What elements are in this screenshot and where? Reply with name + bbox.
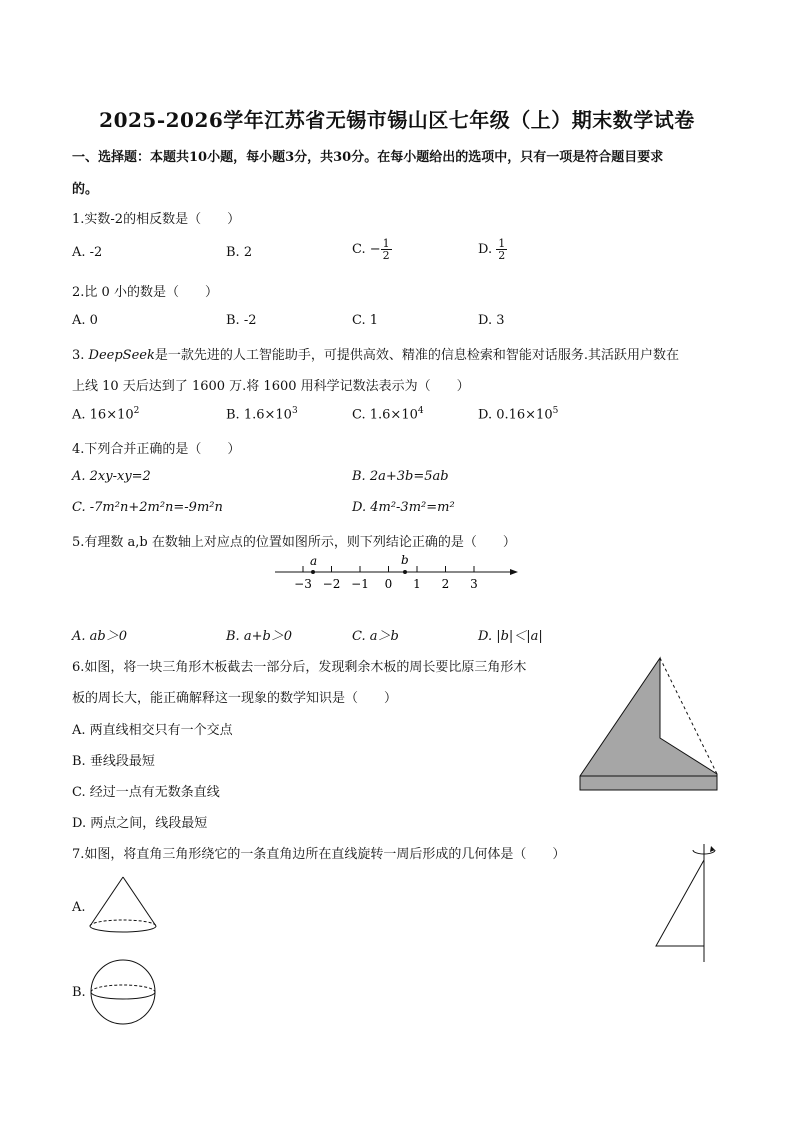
q2-option-a: A. 0 [72, 313, 98, 328]
q7-option-b-label: B. [72, 985, 86, 1000]
page-title: 2025-2026学年江苏省无锡市锡山区七年级（上）期末数学试卷 [99, 108, 695, 132]
tick-label: 2 [441, 577, 450, 591]
q4-option-a: A. 2xy-xy=2 [72, 469, 151, 484]
q3-option-a: A. $16\times 10^2$ [72, 406, 140, 423]
sphere-figure [86, 958, 160, 1028]
tick-label: −3 [294, 577, 312, 591]
q5-option-b: B. a+b＞0 [226, 629, 293, 644]
q6-option-c: C. 经过一点有无数条直线 [72, 785, 220, 800]
q3-option-c: C. $1.6\times 10^4$ [352, 406, 424, 423]
q6-option-b: B. 垂线段最短 [72, 754, 155, 769]
q7-option-a-label: A. [72, 900, 86, 915]
point-a [311, 570, 315, 574]
tick-label: 3 [470, 577, 478, 591]
q2-option-d: D. 3 [478, 313, 505, 328]
q7-stem: 7.如图，将直角三角形绕它的一条直角边所在直线旋转一周后形成的几何体是（ ） [72, 847, 566, 862]
q4-option-b: B. 2a+3b=5ab [352, 469, 449, 484]
tick-label: −2 [322, 577, 341, 591]
q1-stem: 1.实数-2的相反数是（ ） [72, 212, 241, 227]
q5-option-c: C. a＞b [352, 629, 399, 644]
right-triangle [656, 860, 704, 946]
q2-stem: 2.比 0 小的数是（ ） [72, 285, 218, 300]
triangle-board-figure [575, 652, 725, 794]
q3-stem-cont: 上线 10 天后达到了 1600 万.将 1600 用科学记数法表示为（ ） [72, 379, 470, 394]
section-heading-cont: 的。 [72, 182, 99, 197]
q5-stem: 5.有理数 a,b 在数轴上对应点的位置如图所示，则下列结论正确的是（ ） [72, 535, 516, 550]
q3-option-b: B. $1.6\times 10^3$ [226, 406, 298, 423]
q4-option-d: D. 4m²-3m²=m² [352, 500, 455, 515]
q4-option-c: C. -7m²n+2m²n=-9m²n [72, 500, 223, 515]
q6-stem-cont: 板的周长大，能正确解释这一现象的数学知识是（ ） [72, 691, 398, 706]
tick-label: 1 [413, 577, 421, 591]
label-a: a [310, 554, 318, 568]
q5-option-a: A. ab＞0 [72, 629, 127, 644]
section-heading: 一、选择题：本题共10小题，每小题3分，共30分。在每小题给出的选项中，只有一项是符合题目要求 [72, 150, 664, 165]
q5-option-d: D. |b|＜|a| [478, 629, 543, 644]
point-b [403, 570, 407, 574]
q3-stem: 3. DeepSeek是一款先进的人工智能助手，可提供高效、精准的信息检索和智能对话服务.其活跃用户数在 [72, 348, 679, 363]
remaining-board [580, 658, 717, 790]
q6-option-a: A. 两直线相交只有一个交点 [72, 723, 233, 738]
number-line-arrow [510, 569, 518, 575]
q1-option-c: C. − $\frac{1}{2}$ [352, 237, 390, 262]
q4-stem: 4.下列合并正确的是（ ） [72, 442, 241, 457]
cone-figure [86, 872, 160, 938]
label-b: b [401, 553, 409, 567]
tick-label: −1 [351, 577, 369, 591]
q6-stem: 6.如图，将一块三角形木板截去一部分后，发现剩余木板的周长要比原三角形木 [72, 660, 527, 675]
q1-option-d: D. $\frac{1}{2}$ [478, 237, 506, 262]
q2-option-b: B. -2 [226, 313, 257, 328]
right-triangle-rotation-figure [648, 838, 728, 968]
q2-option-c: C. 1 [352, 313, 379, 328]
tick-label: 0 [384, 577, 393, 591]
number-line-ticks [294, 566, 478, 591]
q6-option-d: D. 两点之间，线段最短 [72, 816, 208, 831]
number-line-figure [270, 550, 530, 595]
q1-option-a: A. -2 [72, 245, 103, 260]
q1-option-b: B. 2 [226, 245, 253, 260]
q3-option-d: D. $0.16\times 10^5$ [478, 406, 559, 423]
